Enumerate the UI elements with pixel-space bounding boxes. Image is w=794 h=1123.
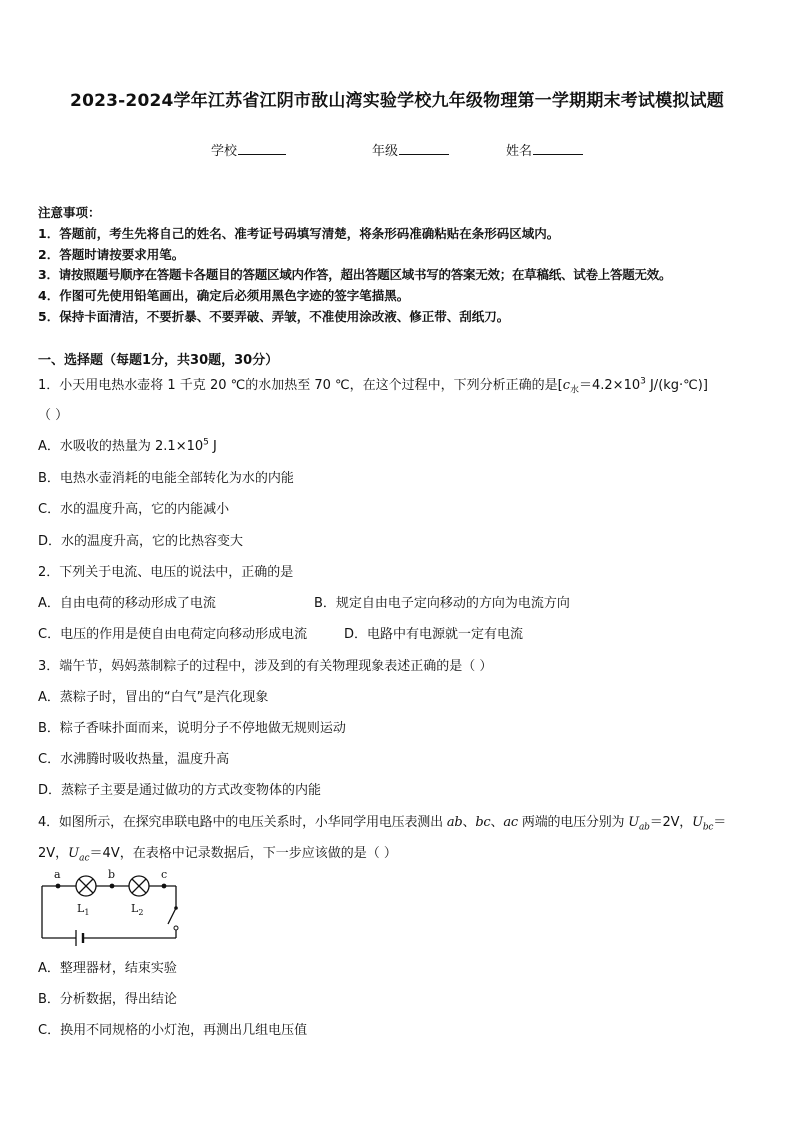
question-2-option-d[interactable]: D．电路中有电源就一定有电流: [344, 627, 524, 642]
node-c-label: c: [161, 868, 168, 881]
question-1-stem: 1．小天用电热水壶将 1 千克 20 ℃的水加热至 70 ℃，在这个过程中，下列分析正确的是[$c_水=4.2\times 10^3$ J/(kg·℃)]: [38, 376, 708, 396]
question-1-option-d[interactable]: D．水的温度升高，它的比热容变大: [38, 534, 244, 549]
question-3-option-c[interactable]: C．水沸腾时吸收热量，温度升高: [38, 752, 230, 767]
question-2-stem: 2．下列关于电流、电压的说法中，正确的是: [38, 565, 294, 580]
school-label: 学校: [211, 144, 238, 159]
question-4-stem-line2: 2V，$U_{ac}=4V$，在表格中记录数据后，下一步应该做的是（ ）: [38, 846, 397, 864]
switch-icon: [168, 908, 176, 924]
name-field[interactable]: [506, 140, 583, 159]
notice-item: 5．保持卡面清洁，不要折暴、不要弄破、弄皱，不准使用涂改液、修正带、刮纸刀。: [38, 309, 510, 324]
school-blank[interactable]: [238, 141, 286, 155]
question-2-option-a[interactable]: A．自由电荷的移动形成了电流: [38, 596, 216, 611]
question-1-option-a[interactable]: A．水吸收的热量为 $2.1\times 10^5$ J: [38, 437, 217, 454]
question-1-option-b[interactable]: B．电热水壶消耗的电能全部转化为水的内能: [38, 471, 294, 486]
question-4-option-a[interactable]: A．整理器材，结束实验: [38, 961, 177, 976]
question-3-option-b[interactable]: B．粽子香味扑面而来，说明分子不停地做无规则运动: [38, 721, 346, 736]
series-circuit-diagram: [36, 866, 186, 950]
question-3-option-a[interactable]: A．蒸粽子时，冒出的“白气”是汽化现象: [38, 690, 269, 705]
question-4-option-c[interactable]: C．换用不同规格的小灯泡，再测出几组电压值: [38, 1023, 308, 1038]
notice-heading: 注意事项：: [38, 205, 101, 220]
node-b-label: b: [108, 868, 116, 881]
question-1-paren: （ ）: [38, 408, 69, 423]
switch-contact: [174, 906, 178, 910]
question-3-stem: 3．端午节，妈妈蒸制粽子的过程中，涉及到的有关物理现象表述正确的是（ ）: [38, 659, 493, 674]
notice-item: 2．答题时请按要求用笔。: [38, 247, 185, 262]
notice-item: 1．答题前，考生先将自己的姓名、准考证号码填写清楚，将条形码准确粘贴在条形码区域内。: [38, 226, 560, 241]
lamp-l1-label: $L_1$: [77, 902, 90, 917]
grade-blank[interactable]: [399, 141, 449, 155]
c-symbol: c: [562, 378, 570, 393]
node-c-dot: [162, 884, 167, 889]
question-3-option-d[interactable]: D．蒸粽子主要是通过做功的方式改变物体的内能: [38, 783, 322, 798]
lamp-l2-label: $L_2$: [131, 902, 144, 917]
question-2-option-b[interactable]: B．规定自由电子定向移动的方向为电流方向: [314, 596, 570, 611]
question-4-option-b[interactable]: B．分析数据，得出结论: [38, 992, 177, 1007]
page-title: 2023-2024学年江苏省江阴市敔山湾实验学校九年级物理第一学期期末考试模拟试题: [70, 91, 724, 111]
node-b-dot: [110, 884, 115, 889]
grade-field[interactable]: [372, 140, 449, 159]
question-2-option-c[interactable]: C．电压的作用是使自由电荷定向移动形成电流: [38, 627, 308, 642]
section-heading: 一、选择题（每题1分，共30题，30分）: [38, 353, 279, 368]
node-a-dot: [56, 884, 61, 889]
notice-item: 4．作图可先使用铅笔画出，确定后必须用黑色字迹的签字笔描黑。: [38, 288, 410, 303]
question-1-option-c[interactable]: C．水的温度升高，它的内能减小: [38, 502, 230, 517]
node-a-label: a: [54, 868, 61, 881]
notice-item: 3．请按照题号顺序在答题卡各题目的答题区域内作答，超出答题区域书写的答案无效；在草稿纸、试卷上答题无效。: [38, 267, 672, 282]
name-blank[interactable]: [533, 141, 583, 155]
name-label: 姓名: [506, 144, 533, 159]
grade-label: 年级: [372, 144, 399, 159]
school-field[interactable]: [211, 140, 286, 159]
switch-contact: [174, 926, 178, 930]
question-4-stem-line1: 4．如图所示，在探究串联电路中的电压关系时，小华同学用电压表测出 ab、bc、ac 两端的电压分别为 $U_{ab}=2V$，$U_{bc}=$: [38, 815, 727, 833]
